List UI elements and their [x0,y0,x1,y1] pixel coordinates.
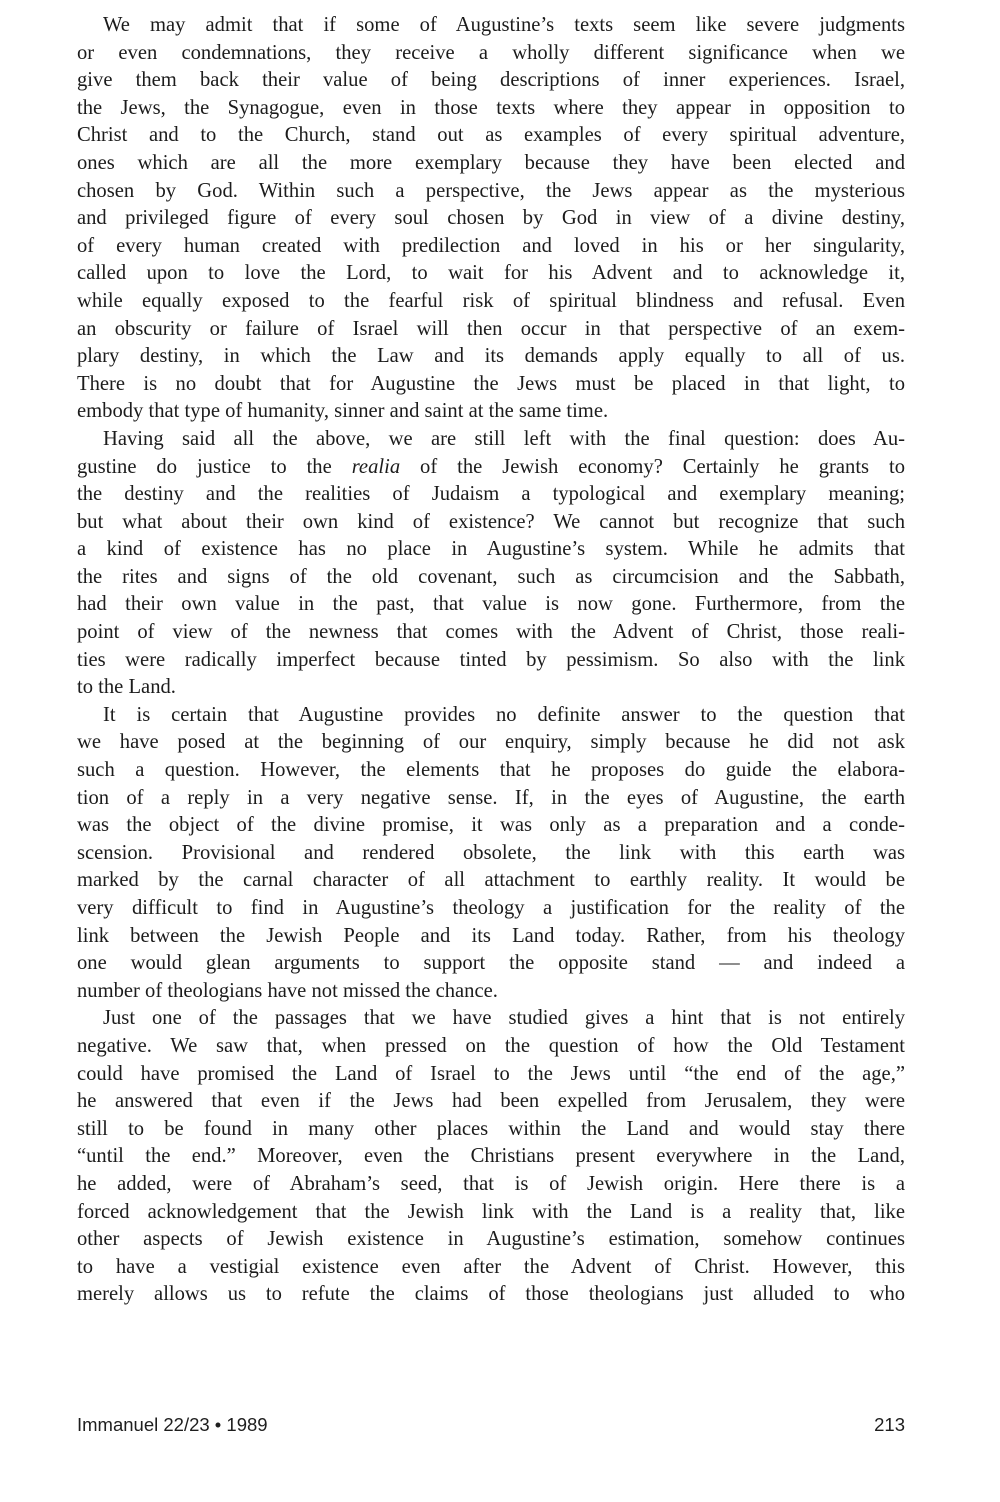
text-line: while equally exposed to the fearful risk of spiritual blindness and refusal. Even [77,289,905,312]
text-line: still to be found in many other places within the Land and would stay there [77,1117,905,1140]
text-line: Having said all the above, we are still left with the final question: does Au- [103,427,905,450]
text-line: the destiny and the realities of Judaism a typological and exemplary meaning; [77,483,905,506]
text-line [77,454,905,482]
text-line: or even condemnations, they receive a wholly different significance when we [77,41,905,64]
text-column [77,12,905,1309]
text-line: “until the end.” Moreover, even the Christians present everywhere in the Land, [77,1145,905,1168]
text-line: one would glean arguments to support the opposite stand — and indeed a [77,952,905,975]
text-line: and privileged figure of every soul chosen by God in view of a divine destiny, [77,207,905,230]
paragraph [77,702,905,1006]
text-line: very difficult to find in Augustine’s theology a justification for the reality of the [77,897,905,919]
text-line: to have a vestigial existence even after the Advent of Christ. However, this [77,1255,905,1278]
italic-term: realia [351,455,401,478]
text-line: merely allows us to refute the claims of those theologians just alluded to who [77,1283,905,1306]
text-line: Christ and to the Church, stand out as examples of every spiritual adventure, [77,124,905,147]
text-run: gustine do justice to the [77,455,352,478]
paragraph [77,12,905,426]
text-line: number of theologians have not missed the chance. [77,979,498,1002]
text-line: he added, were of Abraham’s seed, that is of Jewish origin. Here there is a [77,1172,905,1195]
text-line: chosen by God. Within such a perspective, the Jews appear as the mysterious [77,179,905,202]
text-line: to the Land. [77,676,176,699]
text-line: a kind of existence has no place in Augustine’s system. While he admits that [77,538,905,561]
text-line: called upon to love the Lord, to wait for his Advent and to acknowledge it, [77,262,905,285]
text-line: ones which are all the more exemplary because they have been elected and [77,151,905,174]
text-line: link between the Jewish People and its Land today. Rather, from his theology [77,924,905,947]
text-line: We may admit that if some of Augustine’s texts seem like severe judgments [103,14,905,36]
text-run: of the Jewish economy? Certainly he grants to [400,455,905,478]
text-line: we have posed at the beginning of our enquiry, simply because he did not ask [77,731,905,754]
text-line: point of view of the newness that comes with the Advent of Christ, those reali- [77,621,905,644]
text-line: of every human created with predilection and loved in his or her singularity, [77,234,905,257]
text-line: forced acknowledgement that the Jewish link with the Land is a reality that, like [77,1200,905,1223]
text-line: other aspects of Jewish existence in Augustine’s estimation, somehow continues [77,1228,905,1251]
text-line: It is certain that Augustine provides no definite answer to the question that [103,703,905,726]
page-body [77,12,905,1309]
text-line: give them back their value of being descriptions of inner experiences. Israel, [77,69,905,92]
journal-citation: Immanuel 22/23 • 1989 [77,1414,268,1435]
text-line: such a question. However, the elements that he proposes do guide the elabora- [77,759,905,782]
paragraph [77,426,905,702]
text-line: he answered that even if the Jews had been expelled from Jerusalem, they were [77,1090,905,1113]
text-line: tion of a reply in a very negative sense. If, in the eyes of Augustine, the earth [77,786,905,809]
text-line: an obscurity or failure of Israel will then occur in that perspective of an exem- [77,317,905,340]
text-line: Just one of the passages that we have studied gives a hint that is not entirely [103,1007,905,1030]
text-line: negative. We saw that, when pressed on the question of how the Old Testament [77,1034,905,1057]
text-line: the rites and signs of the old covenant, such as circumcision and the Sabbath, [77,565,905,588]
text-line: was the object of the divine promise, it was only as a preparation and a conde- [77,814,905,837]
text-line: the Jews, the Synagogue, even in those texts where they appear in opposition to [77,96,905,119]
text-line: embody that type of humanity, sinner and saint at the same time. [77,400,609,423]
text-line: There is no doubt that for Augustine the Jews must be placed in that light, to [77,372,905,395]
text-line: plary destiny, in which the Law and its demands apply equally to all of us. [77,345,905,368]
paragraph [77,1005,905,1309]
text-line: had their own value in the past, that value is now gone. Furthermore, from the [77,593,905,616]
text-line: could have promised the Land of Israel to the Jews until “the end of the age,” [77,1062,905,1085]
page-footer [77,1414,905,1436]
text-line: but what about their own kind of existence? We cannot but recognize that such [77,510,905,533]
text-line: ties were radically imperfect because tinted by pessimism. So also with the link [77,648,905,671]
page-number: 213 [874,1414,905,1435]
text-line: scension. Provisional and rendered obsolete, the link with this earth was [77,841,905,864]
text-line: marked by the carnal character of all attachment to earthly reality. It would be [77,869,905,892]
